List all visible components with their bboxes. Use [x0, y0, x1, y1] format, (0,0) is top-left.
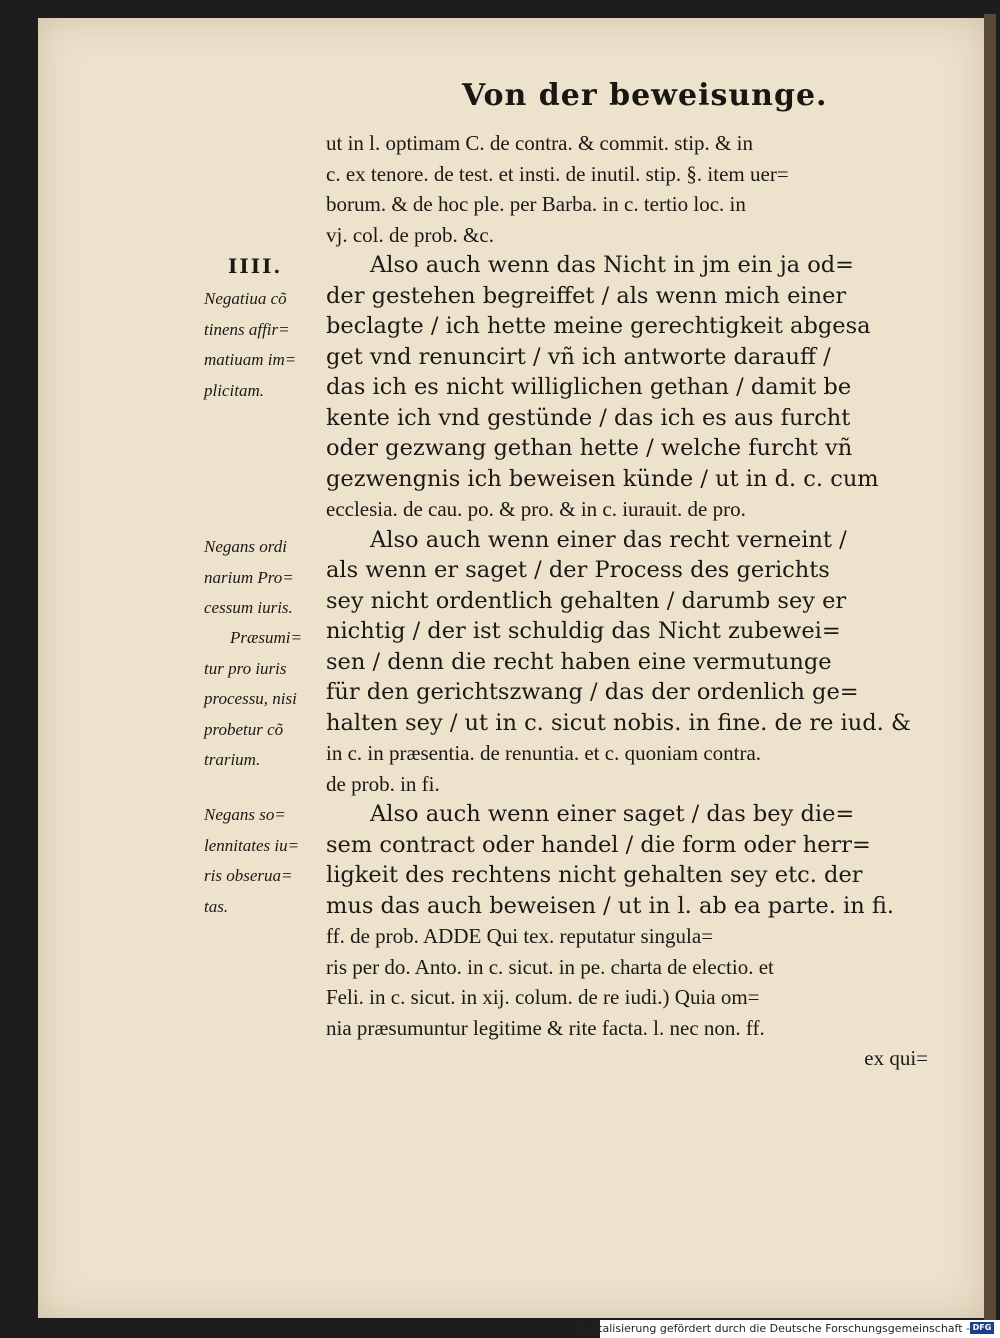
margin-line: cessum iuris. [204, 598, 293, 617]
text-line: ut in l. optimam C. de contra. & commit. stip. & in [326, 131, 753, 155]
margin-line: matiuam im= [204, 350, 297, 369]
margin-line: tur pro iuris [204, 658, 287, 678]
text-line: ff. de prob. ADDE Qui tex. reputatur singula= [326, 924, 714, 948]
text-line: halten sey / ut in c. sicut nobis. in fine. de re iud. & [326, 709, 911, 736]
text-line: als wenn er saget / der Process des gerichts [326, 557, 830, 583]
text-line: get vnd renuncirt / vñ ich antworte darauff / [326, 343, 831, 370]
running-header: Von der beweisunge. [462, 78, 828, 113]
text-line: kente ich vnd gestünde / das ich es aus furcht [326, 404, 851, 431]
text-line: c. ex tenore. de test. et insti. de inutil. stip. §. item uer= [326, 161, 789, 186]
text-line: ecclesia. de cau. po. & pro. & in c. iurauit. de pro. [326, 497, 746, 521]
catchword: ex qui= [864, 1046, 928, 1070]
text-line: oder gezwang gethan hette / welche furcht vñ [326, 435, 853, 461]
text-line: Also auch wenn das Nicht in jm ein ja od= [370, 252, 855, 278]
text-line: mus das auch beweisen / ut in l. ab ea parte. in fi. [326, 892, 895, 919]
margin-line: plicitam. [204, 380, 264, 400]
text-line: nia præsumuntur legitime & rite facta. l. nec non. ff. [326, 1015, 765, 1040]
margin-line: tinens affir= [204, 319, 290, 339]
dfg-logo: DFG [970, 1322, 994, 1334]
margin-line: Negans so= [204, 805, 286, 824]
page-edge [984, 14, 996, 1322]
margin-note-negans-solennitates [204, 800, 324, 922]
text-line: borum. & de hoc ple. per Barba. in c. tertio loc. in [326, 192, 746, 216]
margin-line: trarium. [204, 750, 261, 769]
margin-line: Negans ordi [204, 537, 287, 556]
margin-note-negatiua [204, 284, 324, 406]
margin-line: narium Pro= [204, 567, 294, 587]
text-line: ligkeit des rechtens nicht gehalten sey etc. der [326, 862, 863, 888]
text-line: sey nicht ordentlich gehalten / darumb sey er [326, 587, 847, 614]
margin-line: ris obserua= [204, 866, 293, 885]
margin-number: IIII. [228, 254, 283, 278]
text-line: für den gerichtszwang / das der ordenlich ge= [326, 679, 859, 705]
text-line: in c. in præsentia. de renuntia. et c. quoniam contra. [326, 741, 762, 765]
text-line: das ich es nicht williglichen gethan / damit be [326, 374, 852, 400]
margin-line: probetur cõ [204, 719, 284, 739]
text-line: Feli. in c. sicut. in xij. colum. de re iudi.) Quia om= [326, 985, 760, 1009]
margin-line: Negatiua cõ [204, 289, 287, 308]
margin-line: lennitates iu= [204, 835, 300, 855]
text-line: ris per do. Anto. in c. sicut. in pe. charta de electio. et [326, 954, 774, 979]
text-line: vj. col. de prob. &c. [326, 222, 494, 247]
funding-credit: Digitalisierung gefördert durch die Deutsche Forschungsgemeinschaft - [576, 1322, 970, 1335]
margin-note-negans-ordinarium [204, 532, 324, 624]
text-line: nichtig / der ist schuldig das Nicht zubewei= [326, 618, 841, 644]
margin-line: Præsumi= [230, 628, 302, 647]
text-line: Also auch wenn einer das recht verneint / [370, 526, 847, 553]
text-line: de prob. in fi. [326, 771, 440, 796]
text-line: der gestehen begreiffet / als wenn mich einer [326, 282, 847, 309]
margin-line: tas. [204, 896, 229, 916]
text-line: gezwengnis ich beweisen künde / ut in d. c. cum [326, 465, 879, 492]
text-line: sen / denn die recht haben eine vermutunge [326, 648, 832, 675]
text-line: sem contract oder handel / die form oder herr= [326, 831, 871, 858]
margin-note-praesumitur [204, 623, 324, 776]
margin-line: processu, nisi [204, 689, 297, 708]
text-line: Also auch wenn einer saget / das bey die= [370, 801, 855, 827]
text-line: beclagte / ich hette meine gerechtigkeit abgesa [326, 313, 871, 339]
main-text-block [326, 128, 936, 1074]
